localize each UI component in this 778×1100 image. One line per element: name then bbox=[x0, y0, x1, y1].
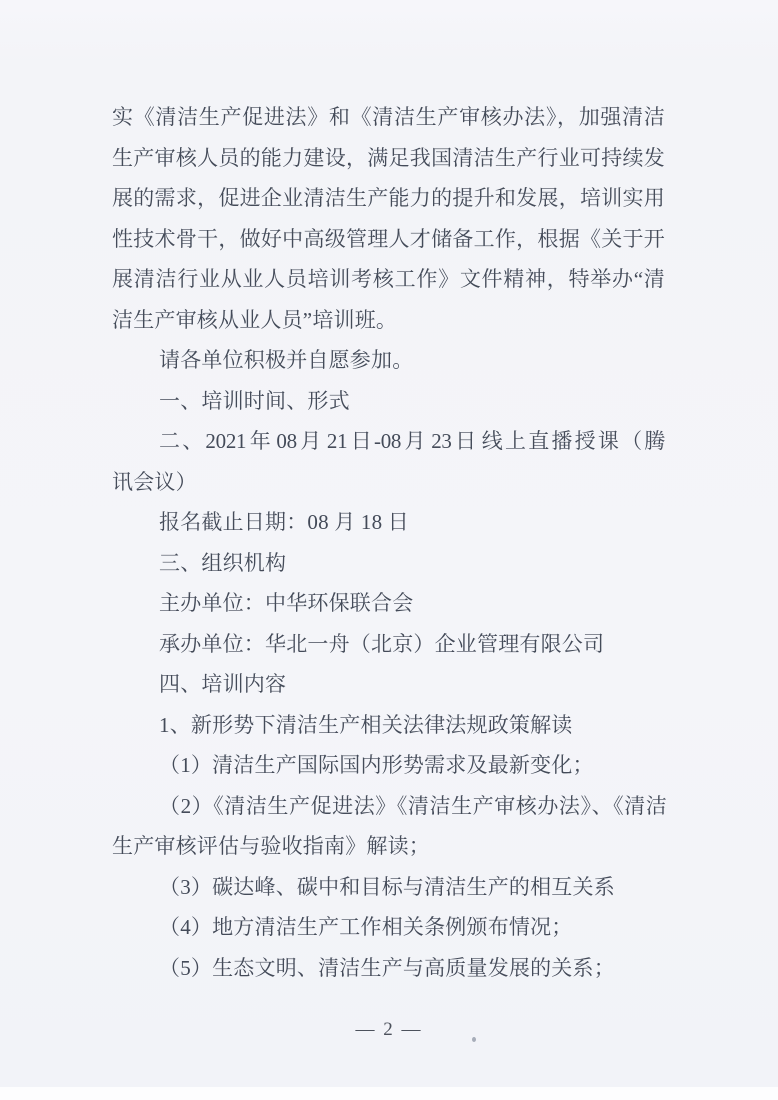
document-body bbox=[112, 97, 665, 988]
document-line: （4）地方清洁生产工作相关条例颁布情况； bbox=[159, 915, 573, 939]
page-number: — 2 — bbox=[355, 1019, 423, 1040]
document-line: 1、新形势下清洁生产相关法律法规政策解读 bbox=[159, 712, 573, 737]
document-line: 生产审核人员的能力建设，满足我国清洁生产行业可持续发 bbox=[112, 145, 665, 170]
document-line: 主办单位：中华环保联合会 bbox=[159, 591, 414, 615]
scan-speck bbox=[472, 1037, 476, 1042]
document-line: 实《清洁生产促进法》和《清洁生产审核办法》，加强清洁 bbox=[112, 105, 665, 129]
document-line: 请各单位积极并自愿参加。 bbox=[159, 348, 414, 372]
document-line: （3）碳达峰、碳中和目标与清洁生产的相互关系 bbox=[159, 874, 615, 899]
document-line: 一、培训时间、形式 bbox=[159, 388, 350, 413]
document-line: 三、组织机构 bbox=[159, 550, 287, 575]
document-line: 展清洁行业从业人员培训考核工作》文件精神，特举办“清 bbox=[112, 267, 665, 291]
document-line: 展的需求，促进企业清洁生产能力的提升和发展，培训实用 bbox=[112, 186, 665, 210]
document-line: 二、2021 年 08 月 21 日-08 月 23 日 线上直播授课（腾 bbox=[159, 429, 665, 453]
document-line: （1）清洁生产国际国内形势需求及最新变化； bbox=[159, 753, 594, 777]
document-line: 承办单位：华北一舟（北京）企业管理有限公司 bbox=[159, 631, 605, 656]
scan-edge-strip bbox=[0, 1087, 778, 1100]
document-line: 生产审核评估与验收指南》解读； bbox=[112, 834, 430, 858]
document-line: 四、培训内容 bbox=[159, 672, 287, 696]
document-line: 洁生产审核从业人员”培训班。 bbox=[112, 307, 398, 332]
document-line: 性技术骨干，做好中高级管理人才储备工作，根据《关于开 bbox=[112, 226, 665, 251]
document-line: （5）生态文明、清洁生产与高质量发展的关系； bbox=[159, 955, 615, 980]
document-line: （2）《清洁生产促进法》《清洁生产审核办法》、《清洁 bbox=[159, 793, 665, 818]
document-line: 报名截止日期：08 月 18 日 bbox=[159, 510, 409, 534]
document-line: 讯会议） bbox=[112, 469, 197, 494]
